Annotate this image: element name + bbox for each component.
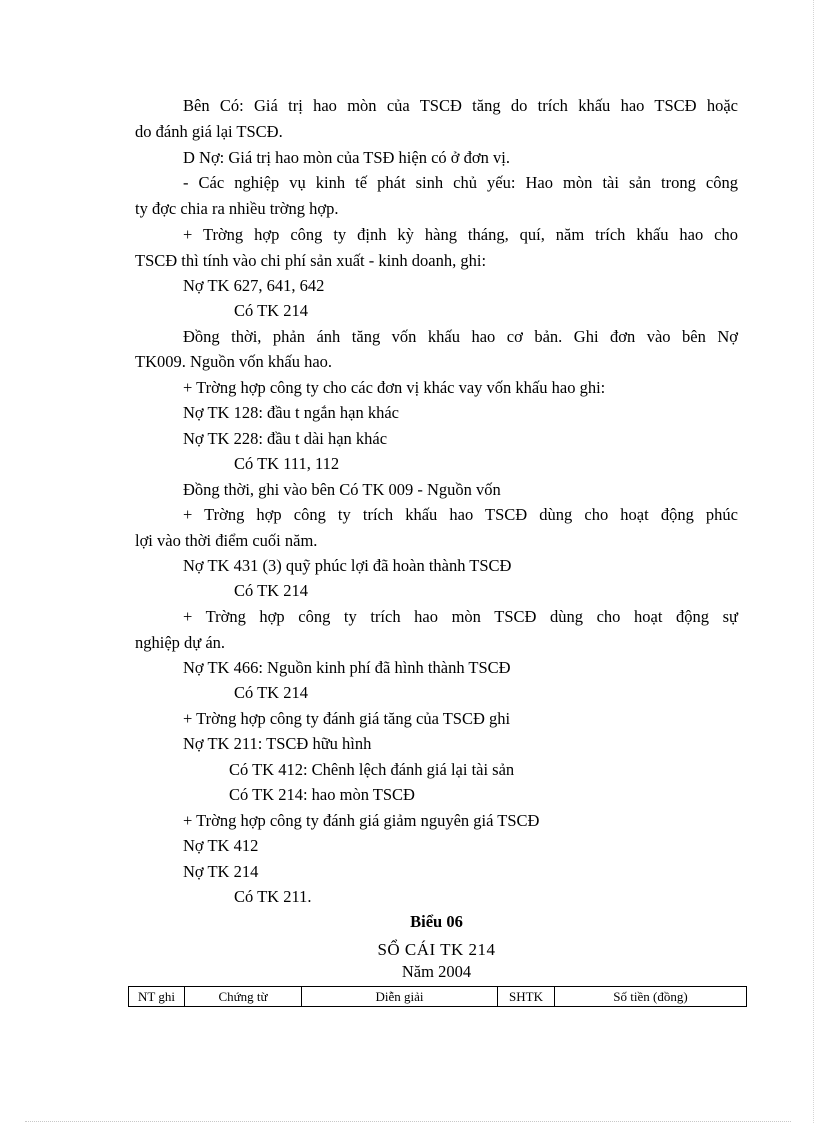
ledger-table [128, 986, 747, 1007]
text-line: TK009. Nguồn vốn khấu hao. [135, 352, 333, 371]
text-line: Bên Có: Giá trị hao mòn của TSCĐ tăng do trích khấu hao TSCĐ hoặc [183, 96, 738, 115]
text-line: Có TK 412: Chênh lệch đánh giá lại tài sản [229, 760, 515, 779]
column-header-chung-tu: Chứng từ [185, 987, 302, 1007]
text-line: + Trờng hợp công ty định kỳ hàng tháng, quí, năm trích khấu hao cho [183, 225, 738, 244]
text-line: Nợ TK 211: TSCĐ hữu hình [183, 734, 372, 753]
text-line: TSCĐ thì tính vào chi phí sản xuất - kinh doanh, ghi: [135, 251, 487, 270]
column-header-nt-ghi: NT ghi [129, 987, 185, 1007]
text-line: Nợ TK 466: Nguồn kinh phí đã hình thành TSCĐ [183, 658, 511, 677]
text-line: Nợ TK 412 [183, 836, 259, 855]
text-line: Nợ TK 128: đầu t ngắn hạn khác [183, 403, 399, 422]
text-line: do đánh giá lại TSCĐ. [135, 122, 283, 141]
table-header-row [129, 987, 747, 1007]
year-label: Năm 2004 [401, 962, 472, 981]
text-line: nghiệp dự án. [135, 633, 226, 652]
column-header-so-tien: Số tiền (đồng) [555, 987, 747, 1007]
text-line: Có TK 214 [234, 301, 308, 320]
text-line: Nợ TK 228: đầu t dài hạn khác [183, 429, 388, 448]
text-line: Đồng thời, phản ánh tăng vốn khấu hao cơ bản. Ghi đơn vào bên Nợ [183, 327, 738, 346]
text-line: Nợ TK 431 (3) quỹ phúc lợi đã hoàn thành TSCĐ [183, 556, 512, 575]
text-line: Nợ TK 214 [183, 862, 259, 881]
page-bottom-dotted-border [25, 1121, 791, 1122]
text-line: Có TK 214 [234, 683, 308, 702]
text-line: Có TK 214 [234, 581, 308, 600]
text-line: - Các nghiệp vụ kinh tế phát sinh chủ yếu: Hao mòn tài sản trong công [183, 173, 738, 192]
ledger-title: SỔ CÁI TK 214 [377, 940, 496, 959]
text-line: + Trờng hợp công ty trích khấu hao TSCĐ dùng cho hoạt động phúc [183, 505, 738, 524]
text-line: D Nợ: Giá trị hao mòn của TSĐ hiện có ở đơn vị. [183, 148, 510, 167]
text-line: lợi vào thời điểm cuối năm. [135, 531, 318, 550]
bieu-title: Biểu 06 [410, 912, 463, 931]
text-line: + Trờng hợp công ty đánh giá giảm nguyên giá TSCĐ [183, 811, 540, 830]
column-header-dien-giai: Diễn giải [302, 987, 498, 1007]
text-line: Có TK 214: hao mòn TSCĐ [229, 785, 415, 804]
text-line: + Trờng hợp công ty cho các đơn vị khác vay vốn khấu hao ghi: [183, 378, 606, 397]
text-line: ty đợc chia ra nhiều trờng hợp. [135, 199, 339, 218]
text-line: Có TK 211. [234, 887, 312, 906]
column-header-shtk: SHTK [498, 987, 555, 1007]
text-line: + Trờng hợp công ty trích hao mòn TSCĐ dùng cho hoạt động sự [183, 607, 738, 626]
text-line: Có TK 111, 112 [234, 454, 340, 473]
page-right-dotted-border [813, 0, 814, 1123]
text-line: Nợ TK 627, 641, 642 [183, 276, 325, 295]
text-line: + Trờng hợp công ty đánh giá tăng của TSCĐ ghi [183, 709, 511, 728]
text-line: Đồng thời, ghi vào bên Có TK 009 - Nguồn vốn [183, 480, 501, 499]
